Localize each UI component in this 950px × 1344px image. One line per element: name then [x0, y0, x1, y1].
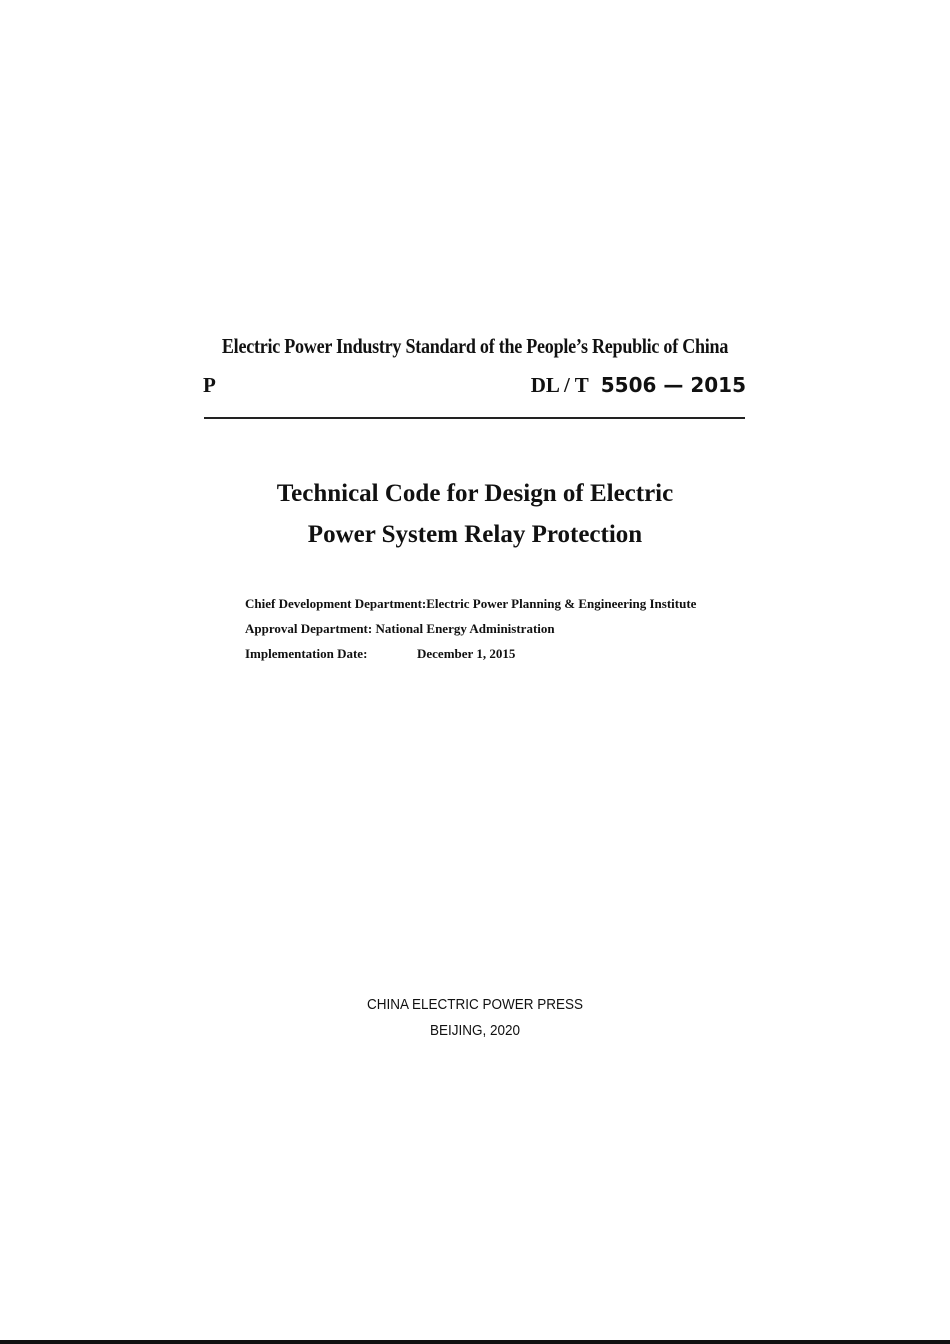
- standard-header: Electric Power Industry Standard of the People’s Republic of China: [221, 334, 729, 358]
- page-bottom-edge: [0, 1340, 950, 1344]
- header-divider: [204, 417, 745, 419]
- standard-number-value: 5506 — 2015: [600, 373, 746, 397]
- chief-development-value: Electric Power Planning & Engineering Institute: [426, 596, 697, 611]
- document-title-line-1: Technical Code for Design of Electric: [276, 480, 674, 507]
- implementation-label: Implementation Date:: [245, 646, 368, 661]
- publisher-location: BEIJING, 2020: [429, 1022, 521, 1039]
- standard-number: [531, 373, 746, 398]
- classification-code: P: [203, 373, 216, 397]
- publisher-name: CHINA ELECTRIC POWER PRESS: [366, 996, 584, 1013]
- approval-value: National Energy Administration: [375, 621, 555, 636]
- implementation-value: December 1, 2015: [417, 646, 516, 661]
- implementation-row: [245, 646, 515, 662]
- standard-prefix: DL / T: [530, 373, 589, 397]
- approval-label: Approval Department:: [245, 621, 373, 636]
- approval-row: [245, 621, 555, 637]
- chief-development-label: Chief Development Department:: [245, 596, 427, 611]
- chief-development-row: [245, 596, 696, 612]
- document-title-line-2: Power System Relay Protection: [307, 521, 643, 548]
